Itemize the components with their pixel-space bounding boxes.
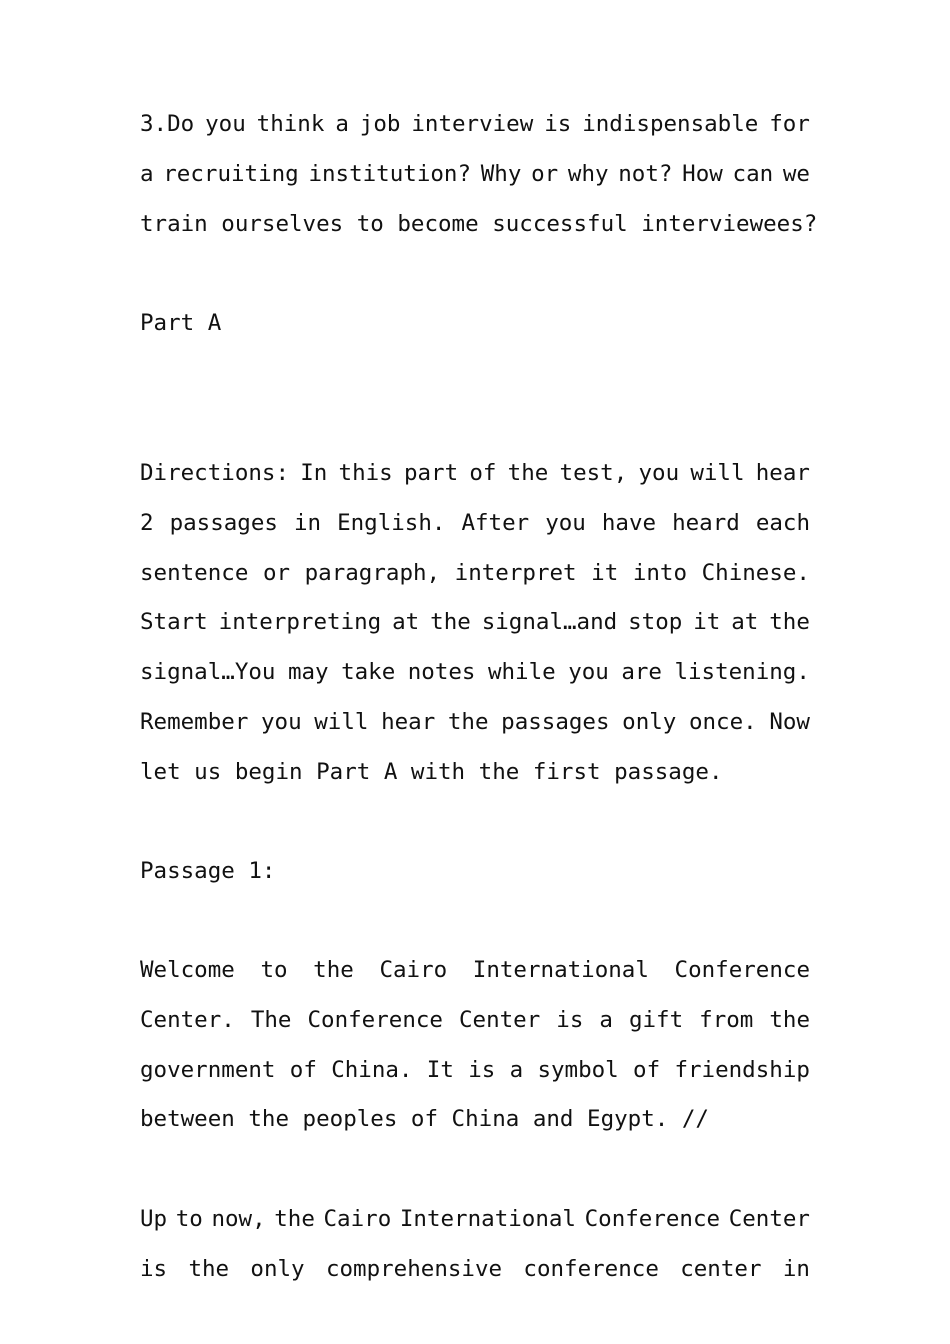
word: now, <box>211 1206 266 1232</box>
passage2-line-1 <box>140 1195 810 1245</box>
word: is <box>556 1006 584 1033</box>
word: Welcome <box>140 957 235 983</box>
question-paragraph <box>140 100 818 249</box>
word: or <box>262 559 291 586</box>
word: indispensable <box>582 111 759 137</box>
passage1-line-3 <box>140 1046 810 1096</box>
word: Cairo <box>379 957 448 983</box>
word: sentence <box>140 559 249 586</box>
word: passages <box>501 708 610 735</box>
word: part <box>403 460 459 486</box>
word: center <box>680 1255 762 1282</box>
word: of <box>633 1056 661 1083</box>
word: a <box>335 111 349 137</box>
word: interpreting <box>218 609 382 636</box>
word: each <box>755 509 810 536</box>
word: are <box>621 659 662 686</box>
word: Conference <box>584 1206 721 1232</box>
word: job <box>359 111 401 137</box>
word: recruiting <box>163 160 299 187</box>
word: Cairo <box>323 1206 392 1232</box>
word: Directions: <box>140 460 290 486</box>
word: it <box>693 609 721 636</box>
word: the <box>430 609 471 636</box>
word: have <box>601 509 657 536</box>
question-line-2 <box>140 150 810 200</box>
word: Remember <box>140 708 249 735</box>
directions-line-5 <box>140 648 810 698</box>
directions-line-1 <box>140 449 810 499</box>
question-line-1 <box>140 100 810 150</box>
passage1-line-2 <box>140 996 810 1046</box>
word: Conference <box>307 1006 443 1033</box>
word: is <box>468 1056 496 1083</box>
word: from <box>699 1006 754 1033</box>
word: or <box>531 160 559 187</box>
word: while <box>487 659 556 686</box>
word: The <box>250 1006 292 1033</box>
word: is <box>140 1255 168 1282</box>
word: Center <box>728 1206 810 1232</box>
word: passages <box>169 509 278 536</box>
passage-heading <box>140 847 810 897</box>
word: International <box>399 1206 576 1232</box>
word: Now <box>769 708 810 735</box>
word: symbol <box>537 1056 619 1083</box>
word: for <box>769 111 810 137</box>
word: test, <box>559 460 628 486</box>
word: notes <box>407 659 476 686</box>
word: Up <box>140 1206 168 1232</box>
word: the <box>507 460 549 486</box>
word: not? <box>618 160 673 187</box>
word: interpret <box>454 559 577 586</box>
directions-paragraph <box>140 449 810 798</box>
word: you <box>205 111 246 137</box>
word: into <box>632 559 688 586</box>
word: only <box>250 1255 305 1282</box>
word: signal…You <box>140 659 276 686</box>
word: may <box>287 659 329 686</box>
part-heading-text: Part A <box>140 310 222 336</box>
passage1-line-1 <box>140 946 810 996</box>
directions-line-2 <box>140 499 810 549</box>
word: take <box>341 659 396 686</box>
word: the <box>313 957 354 983</box>
word: How <box>682 160 723 187</box>
passage2-line-2 <box>140 1245 810 1295</box>
word: China. <box>331 1056 413 1083</box>
word: we <box>782 160 810 187</box>
word: in <box>782 1255 810 1282</box>
word: you <box>568 659 609 686</box>
word: Center. <box>140 1006 235 1033</box>
word: will <box>314 708 369 735</box>
word: signal…and <box>481 609 618 636</box>
passage1-line-4: between the peoples of China and Egypt. // <box>140 1106 709 1133</box>
word: a <box>599 1006 613 1033</box>
word: hear <box>381 708 436 735</box>
word: can <box>732 160 774 187</box>
directions-line-6 <box>140 698 810 748</box>
word: why <box>567 160 609 187</box>
word: Why <box>480 160 522 187</box>
word: gift <box>628 1006 684 1033</box>
word: it <box>591 559 619 586</box>
word: think <box>256 111 325 137</box>
word: Center <box>458 1006 541 1033</box>
word: at <box>731 609 759 636</box>
word: After <box>461 509 530 536</box>
word: once. <box>688 708 757 735</box>
word: paragraph, <box>304 559 441 586</box>
word: friendship <box>674 1056 810 1083</box>
word: Start <box>140 609 208 636</box>
word: hear <box>755 460 810 486</box>
word: 3.Do <box>140 111 195 137</box>
word: In <box>300 460 328 486</box>
directions-line-4 <box>140 598 810 648</box>
word: English. <box>337 509 446 536</box>
word: a <box>140 160 154 187</box>
question-line-3: train ourselves to become successful interviewees? <box>140 210 818 237</box>
passage-paragraph-2 <box>140 1195 810 1295</box>
word: the <box>447 708 489 735</box>
directions-line-7: let us begin Part A with the first passage. <box>140 758 723 785</box>
word: you <box>638 460 680 486</box>
word: you <box>545 509 586 536</box>
word: the <box>769 1006 810 1033</box>
word: comprehensive <box>325 1255 503 1282</box>
word: of <box>469 460 497 486</box>
word: you <box>261 708 302 735</box>
word: Chinese. <box>701 559 810 586</box>
word: Conference <box>674 957 810 983</box>
word: in <box>293 509 322 536</box>
word: institution? <box>308 160 472 187</box>
word: conference <box>523 1255 659 1282</box>
word: stop <box>628 609 683 636</box>
word: It <box>426 1056 454 1083</box>
word: of <box>289 1056 317 1083</box>
word: the <box>188 1255 230 1282</box>
word: the <box>274 1206 315 1232</box>
directions-line-3 <box>140 549 810 599</box>
word: to <box>260 957 288 983</box>
word: the <box>769 609 810 636</box>
word: is <box>544 111 572 137</box>
word: heard <box>672 509 740 536</box>
word: 2 <box>140 509 154 536</box>
word: only <box>622 708 677 735</box>
word: interview <box>411 111 534 137</box>
word: to <box>175 1206 203 1232</box>
word: will <box>690 460 745 486</box>
word: this <box>338 460 393 486</box>
passage-paragraph-1 <box>140 946 810 1145</box>
part-heading <box>140 299 810 349</box>
word: International <box>472 957 649 983</box>
word: listening. <box>674 659 810 686</box>
word: a <box>509 1056 524 1083</box>
word: at <box>392 609 420 636</box>
word: government <box>140 1056 276 1083</box>
passage-heading-text: Passage 1: <box>140 858 276 884</box>
